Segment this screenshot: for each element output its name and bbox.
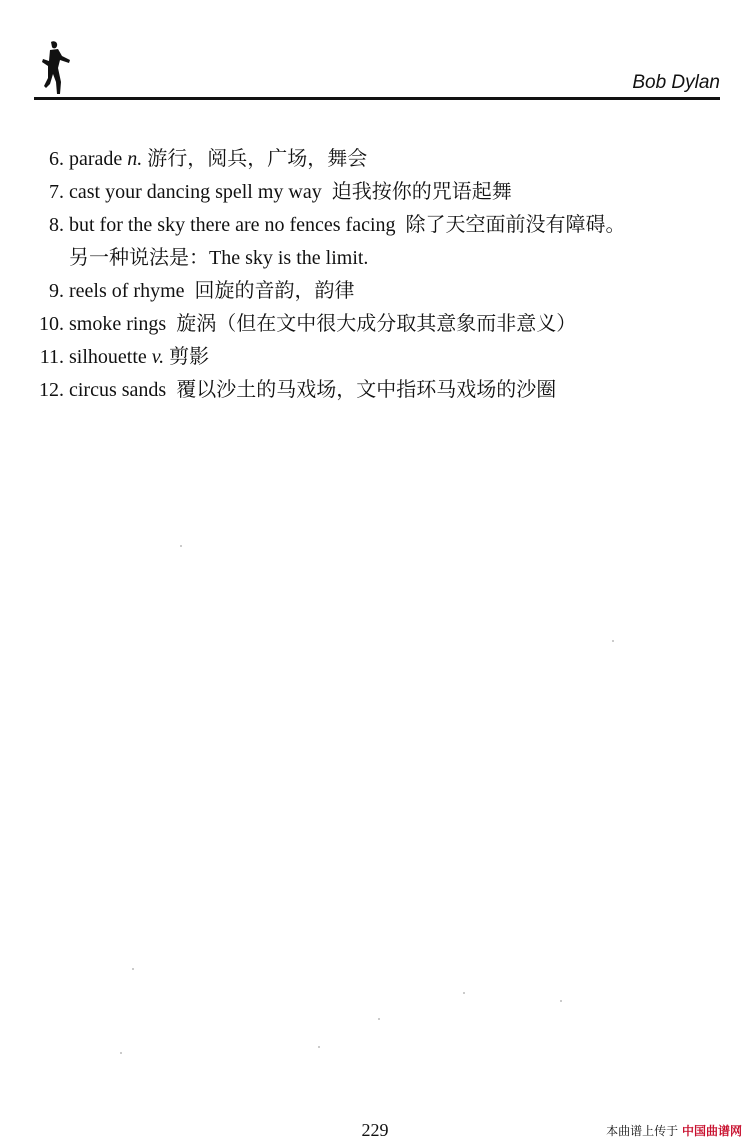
vocabulary-notes [0, 143, 720, 407]
note-gloss: 旋涡（但在文中很大成分取其意象而非意义） [176, 313, 577, 335]
paper-speck [120, 1052, 122, 1054]
paper-speck [463, 992, 465, 994]
paper-speck [180, 545, 182, 547]
note-number: 12. [39, 379, 64, 401]
paper-speck [378, 1018, 380, 1020]
note-term: reels of rhyme [69, 280, 185, 302]
note-gloss: 除了天空面前没有障碍。 [405, 214, 626, 236]
note-gloss: 迫我按你的咒语起舞 [331, 181, 512, 203]
note-item [0, 341, 720, 374]
note-item [0, 275, 720, 308]
note-term: cast your dancing spell my way [69, 181, 322, 203]
watermark-text: 本曲谱上传于 [606, 1124, 679, 1138]
note-term: silhouette [69, 346, 147, 368]
note-term: but for the sky there are no fences facing [69, 214, 396, 236]
note-term: smoke rings [69, 313, 167, 335]
paper-speck [560, 1000, 562, 1002]
dancer-silhouette-icon [36, 38, 76, 96]
note-number: 11. [39, 346, 64, 368]
note-continuation-line [0, 242, 720, 275]
note-item [0, 308, 720, 341]
note-number: 7. [49, 181, 64, 203]
note-gloss: 游行，阅兵，广场，舞会 [147, 148, 368, 170]
running-title: Bob Dylan [632, 72, 720, 93]
watermark-brand: 中国曲谱网 [681, 1124, 742, 1138]
note-number: 9. [49, 280, 64, 302]
site-watermark [606, 1122, 742, 1139]
note-item [0, 143, 720, 176]
note-item [0, 209, 720, 242]
note-term: parade [69, 148, 123, 170]
note-gloss: 覆以沙土的马戏场，文中指环马戏场的沙圈 [176, 379, 557, 401]
note-term: circus sands [69, 379, 167, 401]
note-item [0, 374, 720, 407]
page-number: 229 [361, 1120, 389, 1140]
paper-speck [318, 1046, 320, 1048]
note-number: 8. [49, 214, 64, 236]
note-part-of-speech: v. [151, 346, 165, 368]
note-part-of-speech: n. [127, 148, 143, 170]
note-item [0, 176, 720, 209]
note-continuation: 另一种说法是：The sky is the limit. [69, 247, 369, 269]
note-gloss: 剪影 [169, 346, 210, 368]
note-gloss: 回旋的音韵，韵律 [194, 280, 355, 302]
note-number: 6. [49, 148, 64, 170]
paper-speck [132, 968, 134, 970]
header-rule [34, 97, 720, 100]
paper-speck [612, 640, 614, 642]
note-number: 10. [39, 313, 64, 335]
